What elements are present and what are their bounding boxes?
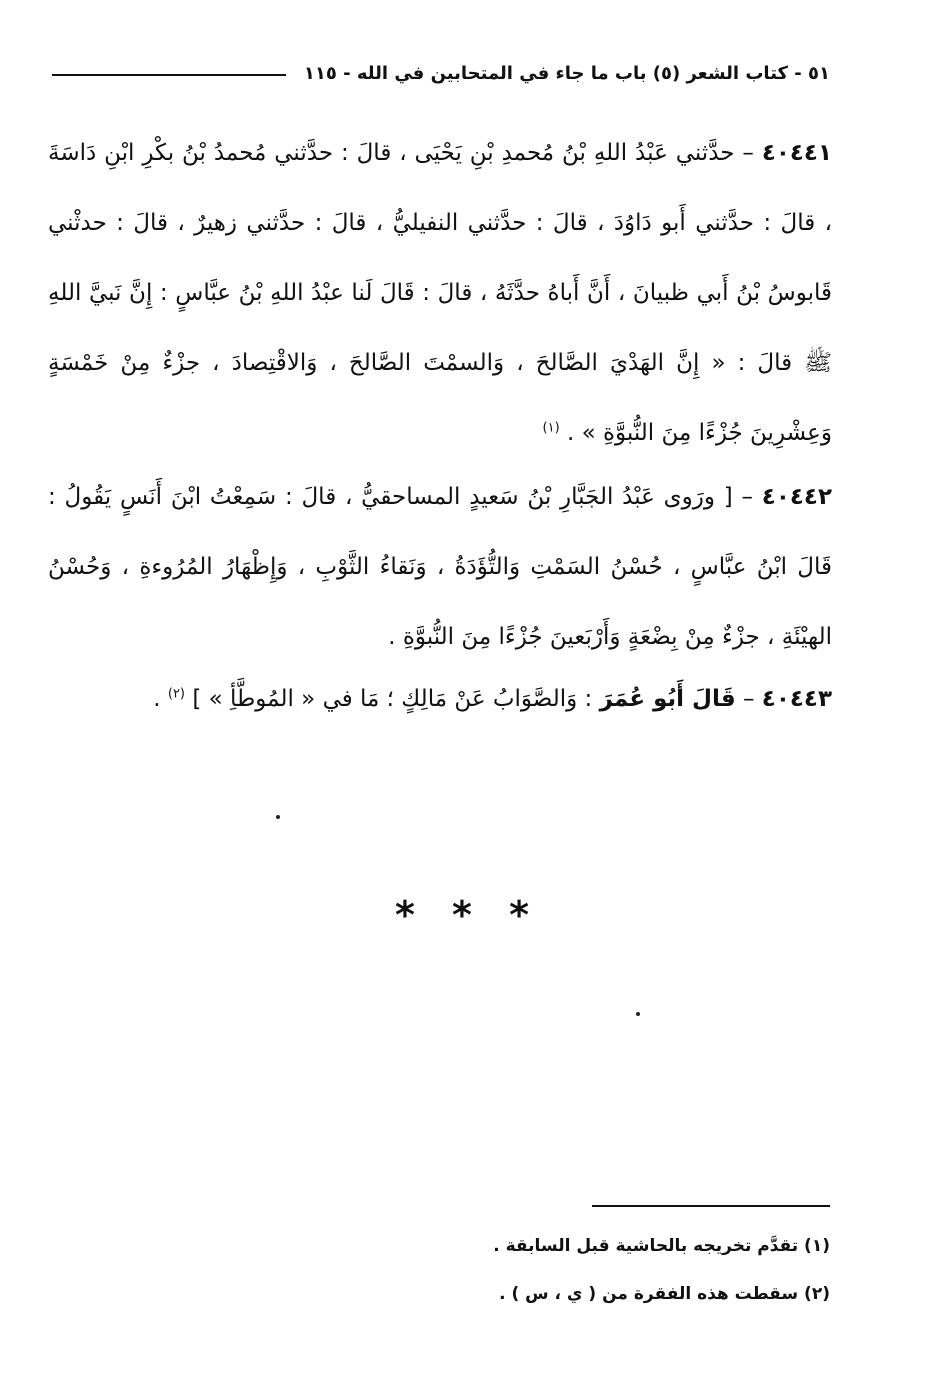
footnote-2: (٢) سقطت هذه الفقرة من ( ي ، س ) . [499, 1284, 830, 1304]
hadith-number: ٤٠٤٤١ [761, 140, 833, 166]
dash: – [734, 140, 754, 166]
hadith-number: ٤٠٤٤٢ [761, 484, 832, 510]
footnote-1: (١) تقدَّم تخريجه بالحاشية قبل السابقة . [493, 1236, 830, 1256]
hadith-text: : وَالصَّوَابُ عَنْ مَالِكٍ ؛ مَا في « المُوطَّأِ » ] [192, 686, 593, 712]
footnote-ref[interactable]: (١) [542, 420, 560, 436]
hadith-text: حدَّثني عَبْدُ اللهِ بْنُ مُحمدِ بْنِ يَحْيَى ، قالَ : حدَّثني مُحمدُ بْنُ بكْرِ ابْنِ دَاسَةَ ، قالَ : حدَّثني أَبو دَاوُدَ ، قالَ : حدَّثني النفيليُّ ، قالَ : حدَّثني زهيرٌ ، قالَ : حدثْني قَابوسُ بْنُ أَبي ظبيانَ ، أَنَّ أَباهُ حدَّثَهُ ، قالَ : قَالَ لَنا عبْدُ اللهِ بْنُ عبَّاسٍ : إِنَّ نَبيَّ اللهِ ﷺ قالَ : « إِنَّ الهَدْيَ الصَّالحَ ، وَالسمْتَ الصَّالحَ ، وَالاقْتِصادَ ، جزْءٌ مِنْ خَمْسَةٍ وَعِشْرِينَ جُزْءًا مِنَ النُّبوَّةِ » . [48, 140, 832, 446]
running-header [52, 56, 830, 90]
hadith-text: [ ورَوى عَبْدُ الجَبَّارِ بْنُ سَعيدٍ المساحقيُّ ، قالَ : سَمِعْتُ ابْنَ أَنَسٍ يَقُولُ : قَالَ ابْنُ عبَّاسٍ ، حُسْنُ السَمْتِ وَالتُّؤَدَةُ ، وَنَقاءُ الثَّوْبِ ، وَإِظْهَارُ المُرُوءةِ ، وَحُسْنُ الهيْئَةِ ، جزْءٌ مِنْ بِضْعَةٍ وَأَرْبَعينَ جُزْءًا مِنَ النُّبوَّةِ . [48, 484, 832, 650]
dash: – [732, 484, 754, 510]
hadith-4442 [48, 462, 832, 672]
footnote-rule [592, 1205, 830, 1207]
footnotes [300, 1222, 830, 1318]
hadith-4443 [48, 664, 832, 734]
footnote-ref[interactable]: (٢) [167, 686, 185, 702]
bold-phrase: قَالَ أَبُو عُمَرَ [599, 686, 736, 712]
header-rule [52, 74, 286, 76]
hadith-4441 [48, 118, 832, 468]
hadith-text-end: . [153, 686, 161, 712]
section-separator: * * * [394, 893, 542, 937]
hadith-number: ٤٠٤٤٣ [761, 686, 832, 712]
header-title: ٥١ - كتاب الشعر (٥) باب ما جاء في المتحابين في الله - ١١٥ [303, 62, 830, 84]
stray-dot [276, 815, 280, 819]
stray-dot [636, 1012, 640, 1016]
dash: – [735, 686, 755, 712]
